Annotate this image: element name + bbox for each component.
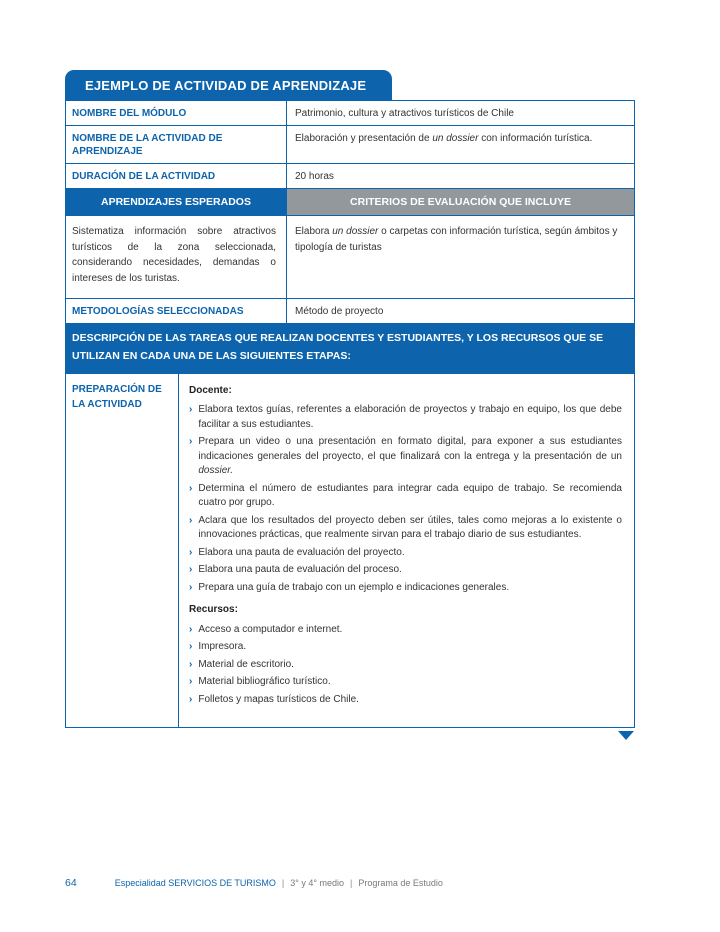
- bullet-icon: ›: [189, 546, 193, 558]
- actividad-value-pre: Elaboración y presentación de: [295, 133, 433, 144]
- criterio-post: o carpetas con información turística, según ámbitos y tipología de turistas: [295, 226, 618, 253]
- list-item: [189, 581, 622, 596]
- list-item: [189, 640, 622, 655]
- list-item-text: Prepara un video o una presentación en formato digital, para exponer a sus estudiantes indicaciones generales del proyecto, el que finalizará con la entrega y la presentación de un dossier.: [198, 436, 622, 477]
- criterio-italic: un dossier: [332, 226, 379, 237]
- preparacion-content: [178, 374, 634, 728]
- list-item-text: Acceso a computador e internet.: [198, 623, 343, 635]
- row-nombre-modulo: [66, 101, 634, 125]
- continuation-arrow-container: [65, 731, 635, 740]
- bullet-icon: ›: [189, 404, 193, 416]
- row-preparacion: [66, 373, 634, 728]
- bullet-icon: ›: [189, 514, 193, 526]
- docente-list: [189, 403, 622, 595]
- criterio-pre: Elabora: [295, 226, 333, 237]
- list-item: [189, 403, 622, 432]
- duracion-value: 20 horas: [286, 164, 634, 188]
- row-metodologias: [66, 298, 634, 323]
- docente-title: Docente:: [189, 384, 232, 396]
- list-item-text: Material bibliográfico turístico.: [198, 676, 331, 688]
- list-item-text: Impresora.: [198, 641, 247, 653]
- list-item: [189, 482, 622, 511]
- bullet-icon: ›: [189, 436, 193, 448]
- footer-specialty-text: Especialidad SERVICIOS DE TURISMO: [114, 878, 276, 888]
- modulo-value: Patrimonio, cultura y atractivos turísticos de Chile: [286, 101, 634, 125]
- footer-separator: |: [281, 878, 285, 888]
- list-item: [189, 675, 622, 690]
- list-item: [189, 563, 622, 578]
- bullet-icon: ›: [189, 581, 193, 593]
- duracion-label: DURACIÓN DE LA ACTIVIDAD: [72, 171, 216, 182]
- bullet-icon: ›: [189, 641, 193, 653]
- footer-separator: |: [350, 878, 353, 888]
- list-item-text: Folletos y mapas turísticos de Chile.: [198, 693, 359, 705]
- row-nombre-actividad: [66, 125, 634, 163]
- bullet-icon: ›: [189, 693, 193, 705]
- bullet-icon: ›: [189, 676, 193, 688]
- metodologias-label: METODOLOGÍAS SELECCIONADAS: [72, 306, 244, 317]
- recursos-title: Recursos:: [189, 604, 238, 616]
- page-footer: [65, 877, 443, 889]
- list-item: [189, 623, 622, 638]
- list-item: [189, 435, 622, 479]
- actividad-value-italic: un dossier: [432, 133, 479, 144]
- footer-program-text: Programa de Estudio: [358, 878, 443, 888]
- modulo-label: NOMBRE DEL MÓDULO: [72, 108, 187, 119]
- list-item: [189, 546, 622, 561]
- aprendizaje-esperado-text: Sistematiza información sobre atractivos turísticos de la zona seleccionada, considerando necesidades, demandas o intereses de los turistas.: [72, 226, 276, 284]
- actividad-value: [286, 126, 634, 163]
- list-item-text: Prepara una guía de trabajo con un ejemplo e indicaciones generales.: [198, 581, 510, 593]
- header-aprendizajes-esperados: APRENDIZAJES ESPERADOS: [66, 189, 286, 215]
- header-criterios-evaluacion: CRITERIOS DE EVALUACIÓN QUE INCLUYE: [286, 189, 634, 215]
- bullet-icon: ›: [189, 658, 193, 670]
- list-item: [189, 693, 622, 708]
- list-item-text: Elabora textos guías, referentes a elaboración de proyectos y trabajo en equipo, los que debe facilitar a sus estudiantes.: [198, 404, 622, 430]
- list-item: [189, 514, 622, 543]
- list-item-text: Aclara que los resultados del proyecto deben ser útiles, tales como mejoras a lo existente o innovaciones prácticas, que realmente sirvan para el trabajo diario de sus estudiantes.: [198, 514, 622, 541]
- continuation-arrow-icon: [618, 731, 634, 740]
- row-aprendizajes-content: [66, 215, 634, 298]
- list-item-text: Material de escritorio.: [198, 658, 294, 670]
- actividad-label: NOMBRE DE LA ACTIVIDAD DE APRENDIZAJE: [72, 133, 223, 157]
- recursos-list: [189, 623, 622, 708]
- list-item: [189, 658, 622, 673]
- list-item-text: Elabora una pauta de evaluación del proyecto.: [198, 546, 405, 558]
- preparacion-label: PREPARACIÓN DE LA ACTIVIDAD: [72, 383, 162, 410]
- activity-table: [65, 100, 635, 728]
- bullet-icon: ›: [189, 482, 193, 494]
- row-descripcion-header: [66, 323, 634, 373]
- actividad-value-post: con información turística.: [478, 133, 593, 144]
- descripcion-header-text: DESCRIPCIÓN DE LAS TAREAS QUE REALIZAN DOCENTES Y ESTUDIANTES, Y LOS RECURSOS QUE SE UTILIZAN EN CADA UNA DE LAS SIGUIENTES ETAPAS:: [66, 324, 634, 373]
- metodologias-value: Método de proyecto: [286, 299, 634, 323]
- criterio-evaluacion-text: [286, 216, 634, 298]
- list-item-text: Elabora una pauta de evaluación del proceso.: [198, 564, 402, 576]
- page-number: 64: [65, 877, 77, 889]
- bullet-icon: ›: [189, 564, 193, 576]
- row-headers: [66, 188, 634, 215]
- table-title-tab: EJEMPLO DE ACTIVIDAD DE APRENDIZAJE: [65, 70, 392, 100]
- list-item-text: Determina el número de estudiantes para integrar cada equipo de trabajo. Se recomienda cuatro por grupo.: [198, 482, 622, 509]
- footer-grade-text: 3° y 4° medio: [290, 878, 344, 888]
- row-duracion: [66, 163, 634, 188]
- bullet-icon: ›: [189, 623, 193, 635]
- activity-table-section: [65, 70, 635, 740]
